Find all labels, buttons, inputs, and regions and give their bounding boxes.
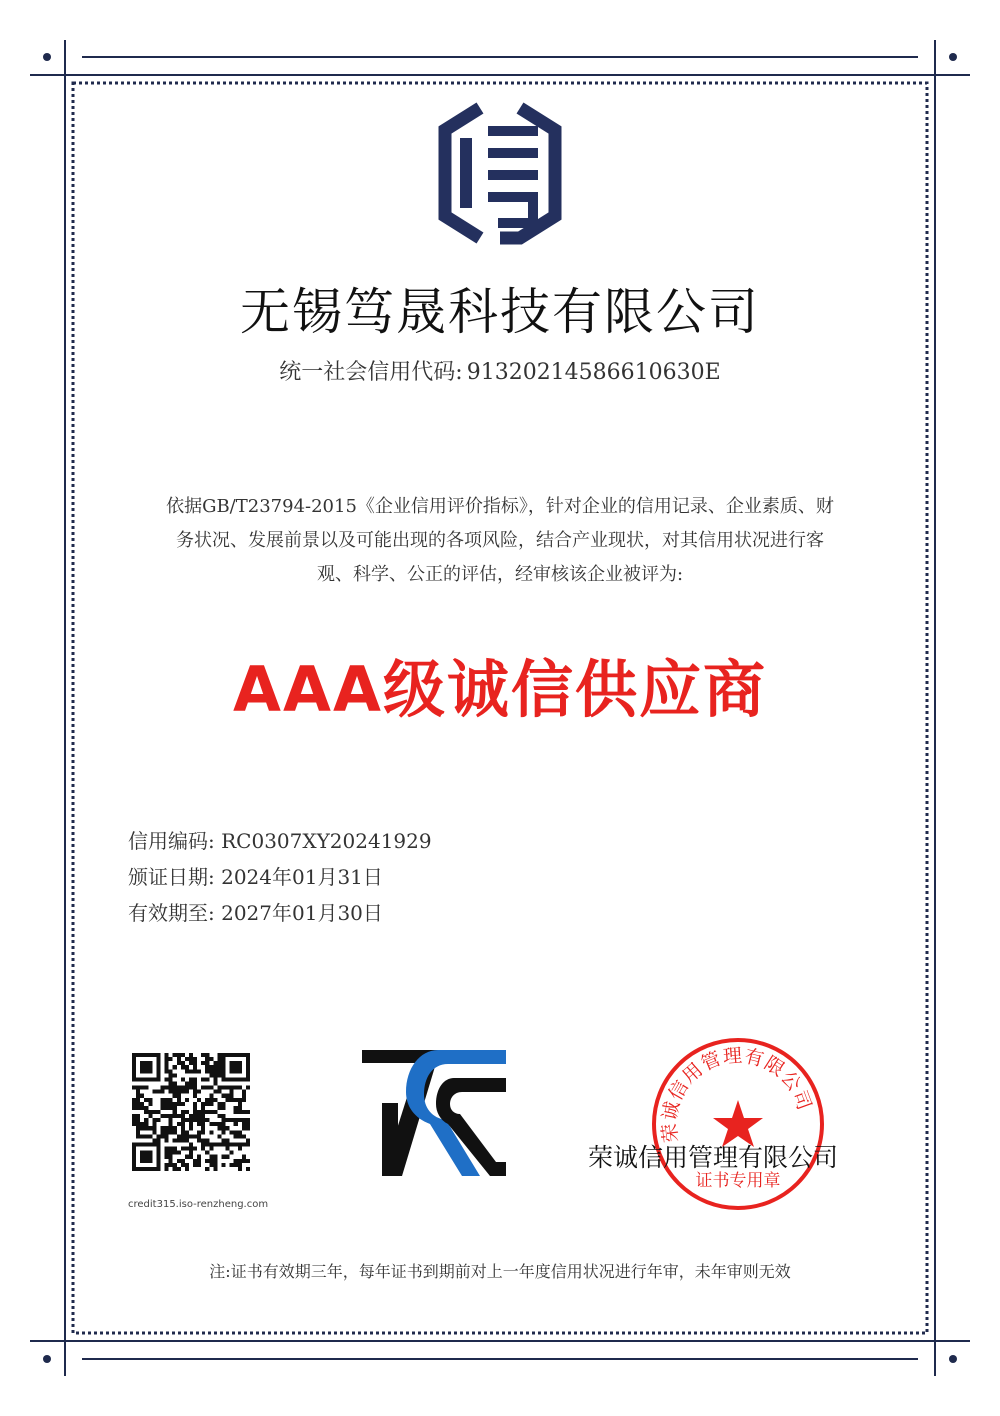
rc-logo-icon [362, 1048, 508, 1178]
evaluation-statement [130, 490, 870, 592]
expiry-date-row [128, 897, 383, 926]
qr-code-icon[interactable] [132, 1053, 250, 1171]
qr-url[interactable]: credit315.iso-renzheng.com [128, 1199, 269, 1210]
xin-character-logo-icon [430, 98, 570, 248]
issue-date-label: 颁证日期: [128, 865, 215, 889]
statement-line: 务状况、发展前景以及可能出现的各项风险，结合产业现状，对其信用状况进行客 [176, 530, 824, 551]
credit-number-value: RC0307XY20241929 [221, 829, 432, 853]
issue-date-row [128, 861, 383, 890]
company-seal-icon [650, 1036, 826, 1212]
statement-line: 依据GB/T23794-2015《企业信用评价指标》，针对企业的信用记录、企业素质、财 [166, 496, 834, 517]
statement-line: 观、科学、公正的评估，经审核该企业被评为: [316, 564, 684, 585]
expiry-date-label: 有效期至: [128, 901, 215, 925]
company-name: 无锡笃晟科技有限公司 [240, 283, 760, 341]
validity-note: 注:证书有效期三年，每年证书到期前对上一年度信用状况进行年审，未年审则无效 [209, 1262, 791, 1281]
seal-arc-text: 荣诚信用管理有限公司 [658, 1044, 816, 1144]
credit-number-label: 信用编码: [128, 829, 215, 853]
seal-bottom-text: 证书专用章 [695, 1171, 781, 1191]
issue-date-value: 2024年01月31日 [221, 865, 383, 889]
credit-number-row [128, 825, 432, 854]
credit-code-value: 91320214586610630E [466, 360, 721, 385]
award-title: AAA级诚信供应商 [233, 653, 767, 726]
credit-code-label: 统一社会信用代码: [279, 360, 463, 385]
unified-credit-code [0, 355, 1000, 386]
issuer-name: 荣诚信用管理有限公司 [588, 1143, 839, 1172]
expiry-date-value: 2027年01月30日 [221, 901, 383, 925]
